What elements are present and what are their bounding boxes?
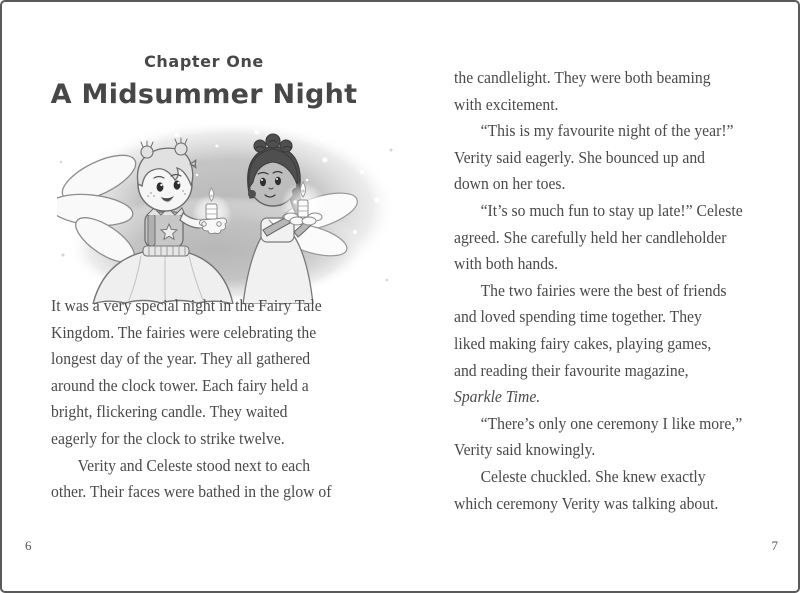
text-line: “It’s so much fun to stay up late!” Celeste: [480, 200, 743, 220]
page-number-right: 7: [771, 538, 778, 553]
text-line: “There’s only one ceremony I like more,”: [480, 413, 743, 433]
text-line: Verity said eagerly. She bounced up and: [454, 147, 706, 167]
text-line: down on her toes.: [454, 174, 566, 194]
text-line: agreed. She carefully held her candleholder: [454, 227, 727, 247]
text-line: and reading their favourite magazine,: [454, 360, 689, 380]
text-line: Sparkle Time.: [454, 387, 541, 407]
text-line: eagerly for the clock to strike twelve.: [51, 428, 285, 448]
text-line: which ceremony Verity was talking about.: [454, 493, 719, 513]
chapter-heading: [50, 52, 358, 110]
text-line: longest day of the year. They all gathered: [51, 349, 311, 369]
text-line: Celeste chuckled. She knew exactly: [480, 466, 706, 486]
text-line: other. Their faces were bathed in the glow of: [51, 482, 332, 502]
page-number-left: 6: [25, 538, 32, 553]
text-line: Verity and Celeste stood next to each: [77, 455, 311, 475]
text-line: with both hands.: [454, 254, 559, 274]
illustration-two-fairies: [57, 120, 397, 304]
right-page-body: [454, 65, 764, 517]
text-line: bright, flickering candle. They waited: [51, 402, 288, 422]
text-line: liked making fairy cakes, playing games,: [454, 333, 712, 353]
text-line: It was a very special night in the Fairy Tale: [51, 296, 322, 315]
chapter-title: A Midsummer Night: [50, 79, 358, 110]
left-page-body: [51, 293, 361, 506]
text-line: with excitement.: [454, 94, 559, 114]
chapter-number-label: Chapter One: [144, 52, 264, 71]
text-line: Kingdom. The fairies were celebrating the: [51, 322, 317, 342]
text-line: The two fairies were the best of friends: [480, 280, 727, 300]
text-line: around the clock tower. Each fairy held a: [51, 375, 309, 395]
text-line: Verity said knowingly.: [454, 440, 596, 460]
text-line: “This is my favourite night of the year!”: [480, 121, 734, 141]
text-line: and loved spending time together. They: [454, 307, 702, 327]
text-line: the candlelight. They were both beaming: [454, 68, 711, 87]
